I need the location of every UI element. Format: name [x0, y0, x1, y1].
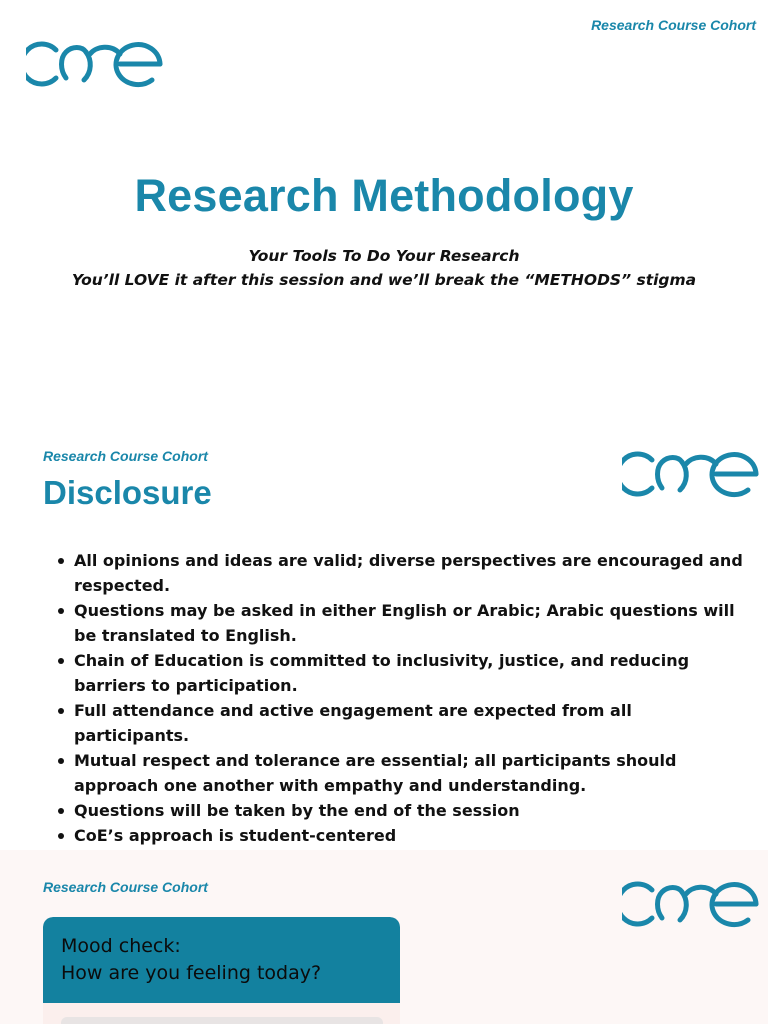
list-item-line: barriers to participation. — [74, 676, 298, 695]
bullet-dot-icon — [58, 833, 64, 839]
bullet-dot-icon — [58, 658, 64, 664]
subtitle-line-1: Your Tools To Do Your Research — [248, 247, 520, 265]
list-item-line: Chain of Education is committed to inclusivity, justice, and reducing — [74, 651, 690, 670]
list-item — [58, 648, 748, 698]
list-item-line: respected. — [74, 576, 171, 595]
mood-check-slide — [0, 850, 768, 1024]
list-item-line: Mutual respect and tolerance are essential; all participants should — [74, 751, 677, 770]
mood-check-title: Mood check: — [61, 935, 181, 957]
mood-check-card — [43, 917, 400, 1024]
cohort-tag: Research Course Cohort — [43, 879, 208, 895]
page-title: Research Methodology — [134, 170, 634, 221]
list-item-line: All opinions and ideas are valid; diverse perspectives are encouraged and — [74, 551, 743, 570]
cohort-tag: Research Course Cohort — [43, 448, 208, 464]
list-item-line: Questions will be taken by the end of the session — [74, 801, 520, 820]
list-item-line: Full attendance and active engagement are expected from all participants. — [74, 701, 632, 745]
list-item-line: CoE’s approach is student-centered — [74, 826, 397, 845]
mood-check-question: How are you feeling today? — [61, 962, 322, 984]
bullet-dot-icon — [58, 608, 64, 614]
list-item — [58, 698, 748, 748]
cohort-tag: Research Course Cohort — [591, 17, 756, 33]
list-item — [58, 798, 748, 823]
bullet-dot-icon — [58, 558, 64, 564]
mood-check-header — [43, 917, 400, 1003]
bullet-dot-icon — [58, 708, 64, 714]
list-item-line: approach one another with empathy and understanding. — [74, 776, 587, 795]
list-item — [58, 823, 748, 848]
list-item-line: Questions may be asked in either English or Arabic; Arabic questions will — [74, 601, 735, 620]
coe-logo-icon — [622, 450, 760, 498]
title-slide — [0, 0, 768, 420]
list-item — [58, 748, 748, 798]
mood-answer-option[interactable] — [61, 1017, 383, 1024]
list-item-line: be translated to English. — [74, 626, 297, 645]
bullet-dot-icon — [58, 758, 64, 764]
list-item — [58, 548, 748, 598]
section-title: Disclosure — [43, 474, 212, 511]
list-item — [58, 598, 748, 648]
subtitle-line-2: You’ll LOVE it after this session and we’ll break the “METHODS” stigma — [71, 271, 697, 289]
coe-logo-icon — [26, 40, 164, 88]
disclosure-list — [58, 548, 748, 848]
disclosure-slide — [0, 420, 768, 850]
bullet-dot-icon — [58, 808, 64, 814]
coe-logo-icon — [622, 880, 760, 928]
